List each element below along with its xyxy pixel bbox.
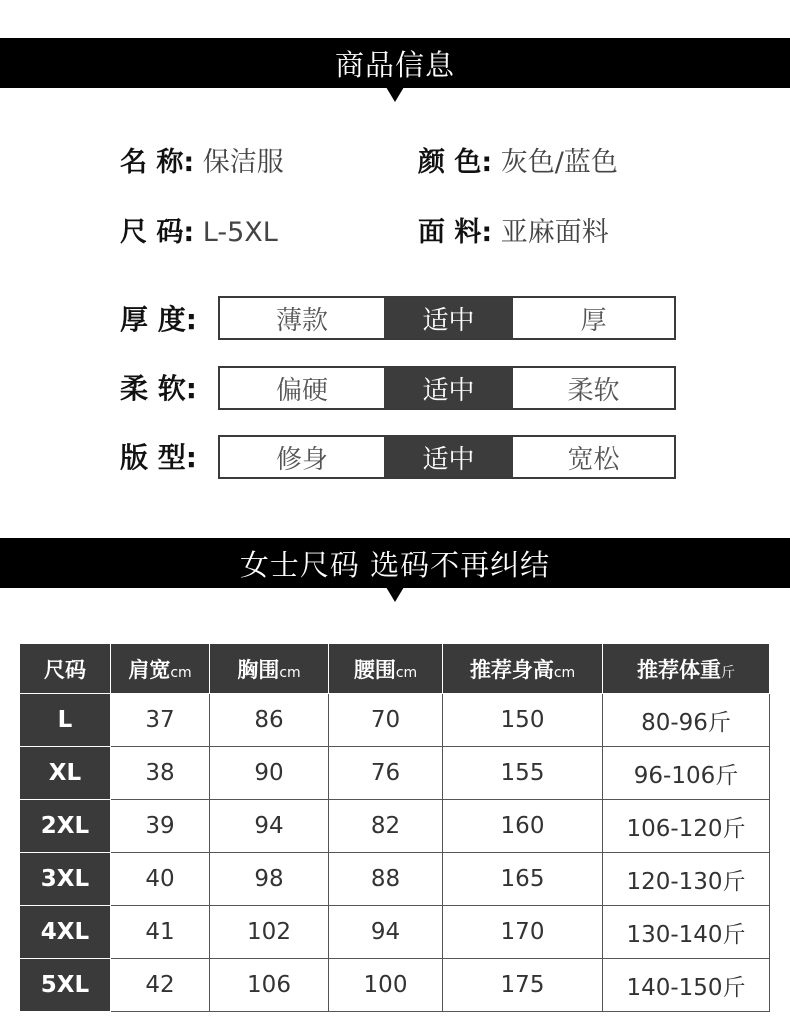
table-cell: 155 (443, 747, 603, 800)
attr-option: 柔软 (513, 368, 674, 408)
table-cell: 76 (329, 747, 443, 800)
table-cell: 70 (329, 694, 443, 747)
table-cell: 150 (443, 694, 603, 747)
table-cell: 96-106斤 (603, 747, 770, 800)
table-row (20, 959, 770, 1012)
table-cell: 41 (111, 906, 210, 959)
table-cell: 94 (329, 906, 443, 959)
attr-option: 薄款 (220, 298, 384, 338)
info-label: 颜 色: (418, 147, 493, 178)
attr-option: 修身 (220, 437, 384, 477)
header-cell: 肩宽cm (111, 644, 210, 694)
info-size (120, 210, 278, 249)
banner-arrow (386, 587, 404, 602)
info-label: 面 料: (418, 217, 493, 248)
size-cell: L (20, 694, 111, 747)
table-cell: 120-130斤 (603, 853, 770, 906)
info-value: 灰色/蓝色 (500, 147, 618, 178)
table-cell: 40 (111, 853, 210, 906)
attr-option-selected: 适中 (384, 368, 513, 408)
table-row (20, 906, 770, 959)
table-row (20, 747, 770, 800)
attr-scale-softness (218, 366, 676, 410)
table-cell: 165 (443, 853, 603, 906)
header-cell: 腰围cm (329, 644, 443, 694)
table-cell: 106-120斤 (603, 800, 770, 853)
table-cell: 175 (443, 959, 603, 1012)
size-table (19, 643, 770, 1012)
attr-option: 偏硬 (220, 368, 384, 408)
info-fabric (418, 210, 609, 249)
attr-option: 宽松 (513, 437, 674, 477)
info-name (120, 140, 284, 179)
size-cell: 3XL (20, 853, 111, 906)
size-cell: 2XL (20, 800, 111, 853)
attr-scale-thickness (218, 296, 676, 340)
table-cell: 170 (443, 906, 603, 959)
section-banner-product-info (0, 38, 790, 88)
table-cell: 140-150斤 (603, 959, 770, 1012)
table-cell: 82 (329, 800, 443, 853)
header-cell: 尺码 (20, 644, 111, 694)
section-title: 女士尺码 选码不再纠结 (239, 547, 551, 582)
section-title: 商品信息 (334, 47, 455, 82)
attr-option-selected: 适中 (384, 437, 513, 477)
attr-label-thickness: 厚 度: (120, 303, 197, 336)
size-cell: 4XL (20, 906, 111, 959)
info-label: 尺 码: (120, 217, 195, 248)
table-row (20, 694, 770, 747)
table-cell: 106 (210, 959, 329, 1012)
table-cell: 42 (111, 959, 210, 1012)
table-cell: 94 (210, 800, 329, 853)
table-cell: 130-140斤 (603, 906, 770, 959)
attr-label-fit: 版 型: (120, 441, 197, 474)
info-value: L-5XL (202, 217, 278, 248)
table-cell: 90 (210, 747, 329, 800)
size-table-header (20, 644, 770, 694)
table-cell: 100 (329, 959, 443, 1012)
info-value: 保洁服 (202, 147, 284, 178)
header-cell: 推荐体重斤 (603, 644, 770, 694)
size-cell: 5XL (20, 959, 111, 1012)
attr-option: 厚 (513, 298, 674, 338)
section-banner-size-chart (0, 538, 790, 588)
table-cell: 98 (210, 853, 329, 906)
info-color (418, 140, 618, 179)
header-cell: 胸围cm (210, 644, 329, 694)
header-cell: 推荐身高cm (443, 644, 603, 694)
banner-arrow (386, 87, 404, 102)
attr-label-softness: 柔 软: (120, 372, 197, 405)
attr-option-selected: 适中 (384, 298, 513, 338)
table-cell: 39 (111, 800, 210, 853)
table-cell: 80-96斤 (603, 694, 770, 747)
table-row (20, 853, 770, 906)
table-cell: 102 (210, 906, 329, 959)
table-cell: 88 (329, 853, 443, 906)
table-cell: 37 (111, 694, 210, 747)
table-cell: 38 (111, 747, 210, 800)
size-cell: XL (20, 747, 111, 800)
info-label: 名 称: (120, 147, 195, 178)
attr-scale-fit (218, 435, 676, 479)
table-row (20, 800, 770, 853)
table-cell: 160 (443, 800, 603, 853)
table-cell: 86 (210, 694, 329, 747)
info-value: 亚麻面料 (500, 217, 609, 248)
